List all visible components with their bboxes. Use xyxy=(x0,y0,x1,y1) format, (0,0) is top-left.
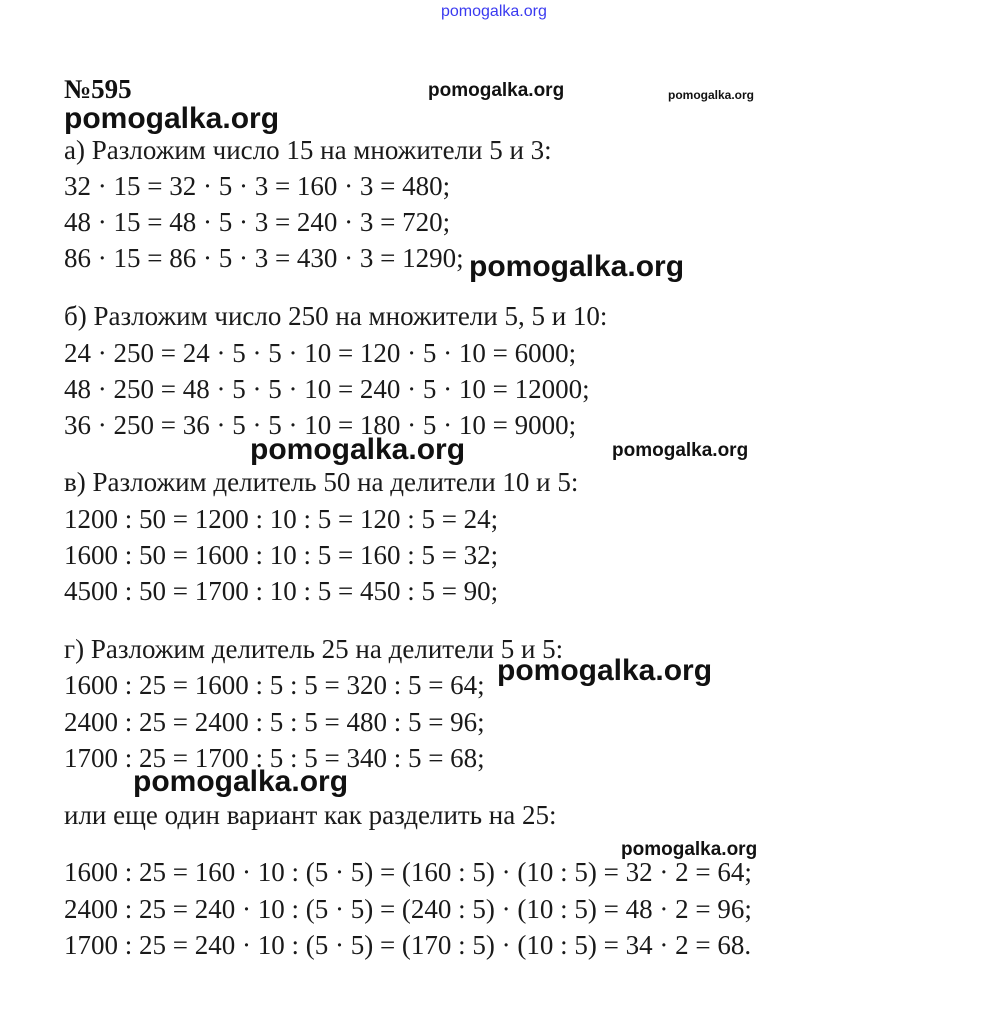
alternative-heading: или еще один вариант как разделить на 25: xyxy=(64,800,557,830)
part-a-heading: а) Разложим число 15 на множители 5 и 3: xyxy=(64,135,552,165)
watermark-header-center: pomogalka.org xyxy=(428,80,565,101)
watermark-large-4: pomogalka.org xyxy=(497,654,713,687)
part-d-line-1: 1600 : 25 = 1600 : 5 : 5 = 320 : 5 = 64; xyxy=(64,670,485,700)
watermark-top: pomogalka.org xyxy=(441,3,547,20)
part-a-line-2: 48 · 15 = 48 · 5 · 3 = 240 · 3 = 720; xyxy=(64,207,451,237)
part-a-line-1: 32 · 15 = 32 · 5 · 3 = 160 · 3 = 480; xyxy=(64,171,451,201)
alternative-line-1: 1600 : 25 = 160 · 10 : (5 · 5) = (160 : 5) · (10 : 5) = 32 · 2 = 64; xyxy=(64,857,752,887)
watermark-large-1: pomogalka.org xyxy=(64,102,280,135)
part-a-line-3: 86 · 15 = 86 · 5 · 3 = 430 · 3 = 1290; xyxy=(64,243,464,273)
part-b-line-2: 48 · 250 = 48 · 5 · 5 · 10 = 240 · 5 · 10 = 12000; xyxy=(64,374,590,404)
watermark-medium-2: pomogalka.org xyxy=(621,839,758,860)
part-b-line-1: 24 · 250 = 24 · 5 · 5 · 10 = 120 · 5 · 10 = 6000; xyxy=(64,338,577,368)
part-b-heading: б) Разложим число 250 на множители 5, 5 и 10: xyxy=(64,301,608,331)
part-c-heading: в) Разложим делитель 50 на делители 10 и 5: xyxy=(64,467,579,497)
part-c-line-1: 1200 : 50 = 1200 : 10 : 5 = 120 : 5 = 24; xyxy=(64,504,499,534)
part-d-line-2: 2400 : 25 = 2400 : 5 : 5 = 480 : 5 = 96; xyxy=(64,707,485,737)
watermark-large-3: pomogalka.org xyxy=(250,433,466,466)
watermark-medium-1: pomogalka.org xyxy=(612,440,749,461)
part-c-line-2: 1600 : 50 = 1600 : 10 : 5 = 160 : 5 = 32; xyxy=(64,540,499,570)
watermark-large-2: pomogalka.org xyxy=(469,250,685,283)
alternative-line-2: 2400 : 25 = 240 · 10 : (5 · 5) = (240 : 5) · (10 : 5) = 48 · 2 = 96; xyxy=(64,894,752,924)
part-d-heading: г) Разложим делитель 25 на делители 5 и 5: xyxy=(64,634,564,664)
alternative-line-3: 1700 : 25 = 240 · 10 : (5 · 5) = (170 : 5) · (10 : 5) = 34 · 2 = 68. xyxy=(64,930,752,960)
watermark-header-right: pomogalka.org xyxy=(668,88,755,102)
part-b-line-3: 36 · 250 = 36 · 5 · 5 · 10 = 180 · 5 · 10 = 9000; xyxy=(64,410,577,440)
problem-number: №595 xyxy=(64,74,132,104)
watermark-large-5: pomogalka.org xyxy=(133,765,349,798)
part-d-line-3: 1700 : 25 = 1700 : 5 : 5 = 340 : 5 = 68; xyxy=(64,743,485,773)
part-c-line-3: 4500 : 50 = 1700 : 10 : 5 = 450 : 5 = 90; xyxy=(64,576,499,606)
